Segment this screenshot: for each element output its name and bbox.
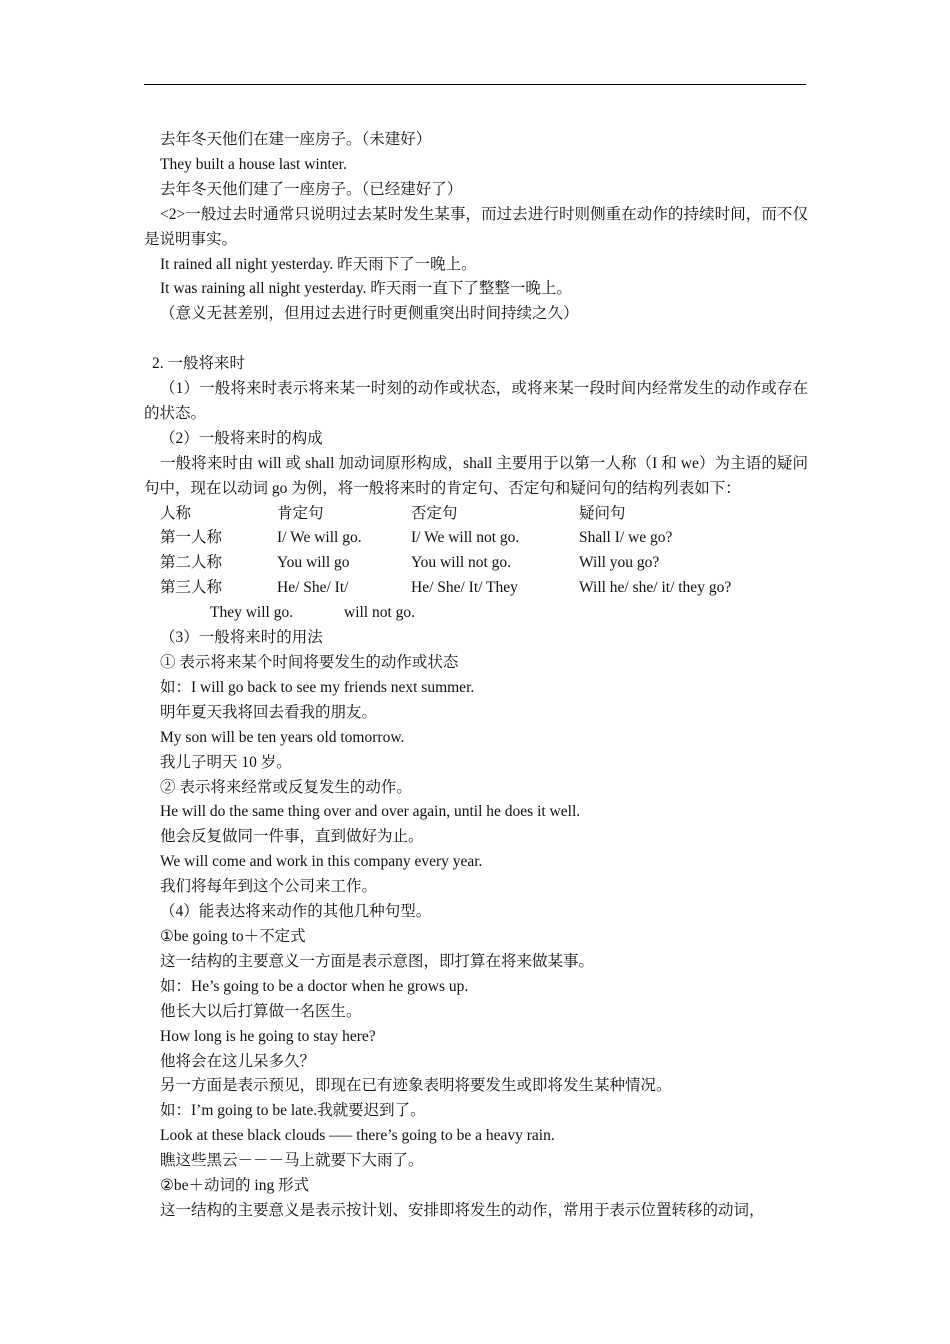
table-header-cell: 疑问句 — [579, 504, 626, 522]
text-line: 他将会在这儿呆多久？ — [160, 1052, 316, 1070]
text-line: It was raining all night yesterday. 昨天雨一直下了整整一晚上。 — [160, 280, 572, 298]
text-line: 他长大以后打算做一名医生。 — [160, 1002, 362, 1020]
section-title: 2. 一般将来时 — [152, 355, 246, 373]
table-continuation-row — [144, 601, 808, 626]
table-cell: He/ She/ It/ They — [411, 579, 518, 597]
blank-line — [144, 327, 808, 352]
table-row — [144, 576, 808, 601]
text-line: （4）能表达将来动作的其他几种句型。 — [160, 903, 432, 921]
structure-table — [144, 502, 808, 627]
subheading-structure: （2）一般将来时的构成 — [160, 429, 323, 447]
text-line: 明年夏天我将回去看我的朋友。 — [160, 703, 378, 721]
table-cell: You will not go. — [411, 554, 512, 572]
table-cell: He/ She/ It/ — [277, 579, 349, 597]
text-line: Look at these black clouds –— there’s going to be a heavy rain. — [160, 1127, 555, 1145]
table-cell: 第二人称 — [160, 554, 223, 572]
header-rule — [144, 84, 806, 85]
paragraph-structure: 一般将来时由 will 或 shall 加动词原形构成，shall 主要用于以第一人称（I 和 we）为主语的疑问句中，现在以动词 go 为例，将一般将来时的肯定句、否定句和疑问句的结构列表如下： — [144, 454, 808, 497]
table-cell-continued: will not go. — [344, 604, 416, 622]
text-line: How long is he going to stay here? — [160, 1027, 376, 1045]
text-line: 另一方面是表示预见，即现在已有迹象表明将要发生或即将发生某种情况。 — [160, 1077, 672, 1095]
text-line: He will do the same thing over and over again, until he does it well. — [160, 803, 581, 821]
text-line: ②be＋动词的 ing 形式 — [160, 1177, 310, 1195]
table-row — [144, 526, 808, 551]
paragraph-past-continuous: <2>一般过去时通常只说明过去某时发生某事，而过去进行时则侧重在动作的持续时间，而不仅是说明事实。 — [144, 205, 808, 248]
text-line: 瞧这些黑云－－－马上就要下大雨了。 — [160, 1152, 424, 1170]
table-cell: Shall I/ we go? — [579, 529, 673, 547]
text-line: We will come and work in this company every year. — [160, 853, 483, 871]
table-cell: Will he/ she/ it/ they go? — [579, 579, 732, 597]
table-cell: I/ We will not go. — [411, 529, 520, 547]
text-line: （意义无甚差别，但用过去进行时更侧重突出时间持续之久） — [160, 305, 579, 323]
table-cell-continued: They will go. — [210, 604, 294, 622]
text-line: ①be going to＋不定式 — [160, 927, 306, 945]
text-line: 这一结构的主要意义一方面是表示意图，即打算在将来做某事。 — [160, 952, 595, 970]
text-line: 如：I will go back to see my friends next summer. — [160, 678, 475, 696]
text-line: 去年冬天他们建了一座房子。（已经建好了） — [160, 180, 463, 198]
table-cell: You will go — [277, 554, 350, 572]
text-line: 如：I’m going to be late.我就要迟到了。 — [160, 1102, 426, 1120]
paragraph-definition: （1）一般将来时表示将来某一时刻的动作或状态，或将来某一段时间内经常发生的动作或存在的状态。 — [144, 380, 808, 422]
table-header-row — [144, 502, 808, 527]
text-line: ① 表示将来某个时间将要发生的动作或状态 — [160, 654, 459, 672]
table-cell: 第一人称 — [160, 529, 223, 547]
table-header-cell: 否定句 — [411, 504, 458, 522]
text-line: ② 表示将来经常或反复发生的动作。 — [160, 778, 412, 796]
text-line: 我们将每年到这个公司来工作。 — [160, 878, 378, 896]
text-line: 这一结构的主要意义是表示按计划、安排即将发生的动作，常用于表示位置转移的动词， — [160, 1201, 765, 1219]
table-cell: I/ We will go. — [277, 529, 362, 547]
document-body — [144, 128, 808, 1224]
text-line: 去年冬天他们在建一座房子。（未建好） — [160, 131, 432, 148]
text-line: My son will be ten years old tomorrow. — [160, 728, 405, 746]
text-line: 他会反复做同一件事，直到做好为止。 — [160, 828, 424, 846]
table-header-cell: 肯定句 — [277, 504, 324, 522]
text-line: 我儿子明天 10 岁。 — [160, 753, 292, 771]
text-line: 如：He’s going to be a doctor when he grows up. — [160, 977, 469, 995]
table-cell: Will you go? — [579, 554, 660, 572]
table-header-cell: 人称 — [160, 504, 192, 522]
table-cell: 第三人称 — [160, 579, 223, 597]
text-line: （3）一般将来时的用法 — [160, 629, 323, 647]
text-line: They built a house last winter. — [160, 155, 347, 173]
text-line: It rained all night yesterday. 昨天雨下了一晚上。 — [160, 255, 477, 273]
table-row — [144, 551, 808, 576]
